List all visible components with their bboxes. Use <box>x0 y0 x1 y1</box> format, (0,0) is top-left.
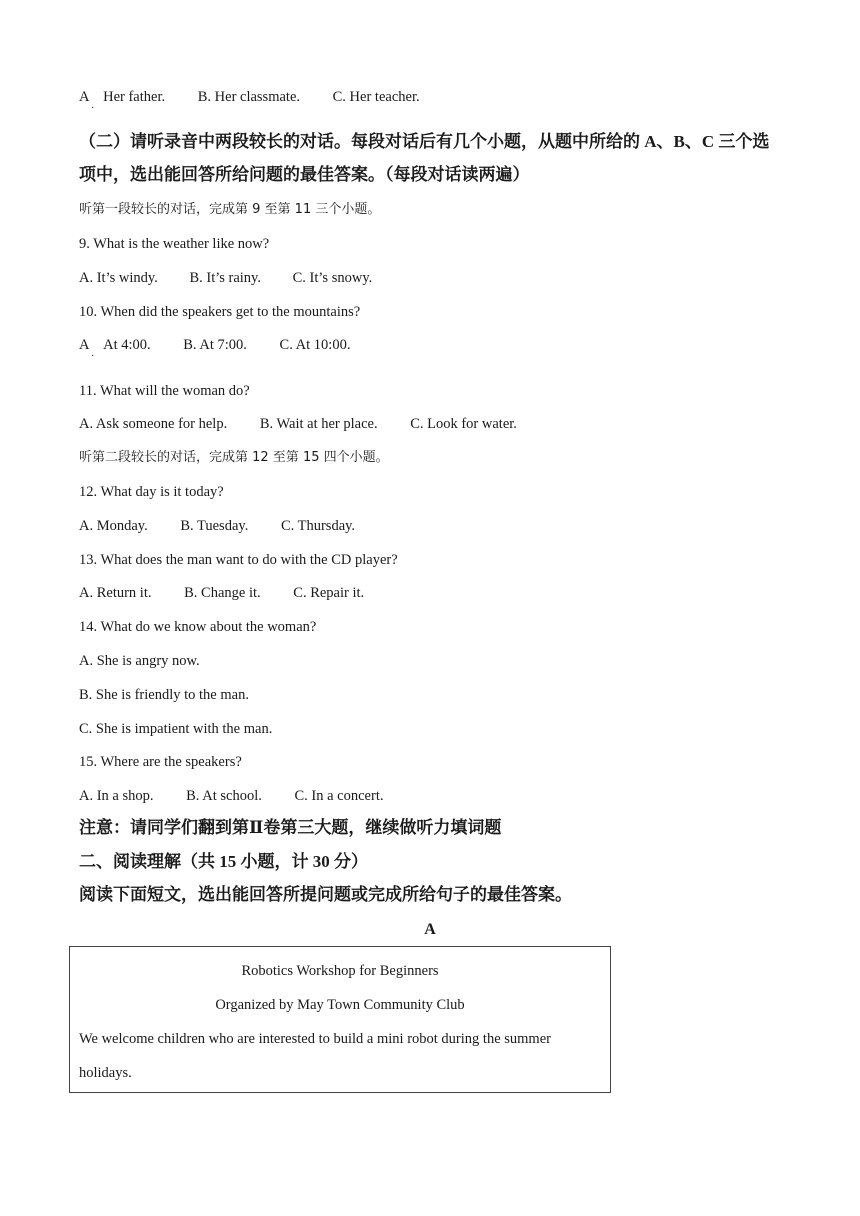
q14-question: 14. What do we know about the woman? <box>79 619 317 635</box>
q15-options <box>79 787 383 805</box>
q12-option-b: B. Tuesday. <box>180 518 249 534</box>
q12-question: 12. What day is it today? <box>79 484 224 500</box>
q10-option-b: B. At 7:00. <box>183 337 247 353</box>
q12-options <box>79 517 355 535</box>
q13-options <box>79 584 364 602</box>
q14-option-a: A. She is angry now. <box>79 653 200 669</box>
q13-option-c: C. Repair it. <box>293 585 365 601</box>
q9-option-b: B. It’s rainy. <box>189 270 261 286</box>
q8-option-b: B. Her classmate. <box>197 89 301 105</box>
dialog1-intro: 听第一段较长的对话，完成第 9 至第 11 三个小题。 <box>79 202 381 217</box>
q12-option-a: A. Monday. <box>79 518 148 534</box>
q11-option-c: C. Look for water. <box>410 416 517 432</box>
q11-option-b: B. Wait at her place. <box>259 416 378 432</box>
q8-option-a-letter: A <box>79 89 90 105</box>
part2-title: 二、阅读理解（共 15 小题，计 30 分） <box>79 852 368 871</box>
q9-options <box>79 269 372 287</box>
q10-option-a: At 4:00. <box>103 337 151 353</box>
section2-instruction-line1: （二）请听录音中两段较长的对话。每段对话后有几个小题，从题中所给的 A、B、C 三个选 <box>79 132 770 151</box>
emphasis-dot: · <box>91 103 95 114</box>
q15-question: 15. Where are the speakers? <box>79 754 242 770</box>
q11-option-a: A. Ask someone for help. <box>79 416 228 432</box>
q15-option-b: B. At school. <box>186 788 262 804</box>
q8-option-c: C. Her teacher. <box>332 89 420 105</box>
section2-instruction-line2: 项中，选出能回答所给问题的最佳答案。（每段对话读两遍） <box>79 165 530 184</box>
passage-body-line2: holidays. <box>79 1065 132 1081</box>
q12-option-c: C. Thursday. <box>280 518 356 534</box>
passage-title: Robotics Workshop for Beginners <box>241 963 439 979</box>
q15-option-c: C. In a concert. <box>294 788 384 804</box>
q8-options <box>79 88 420 106</box>
dialog2-intro: 听第二段较长的对话，完成第 12 至第 15 四个小题。 <box>79 450 389 465</box>
q10-question: 10. When did the speakers get to the mountains? <box>79 304 361 320</box>
q9-question: 9. What is the weather like now? <box>79 236 270 252</box>
q11-question: 11. What will the woman do? <box>79 383 250 399</box>
q11-options <box>79 415 517 433</box>
emphasis-dot: · <box>91 351 95 362</box>
passage-box <box>69 946 611 1093</box>
passage-body-line1: We welcome children who are interested to build a mini robot during the summer <box>79 1031 551 1047</box>
q13-question: 13. What does the man want to do with the CD player? <box>79 552 398 568</box>
q10-options <box>79 336 350 354</box>
passage-subtitle: Organized by May Town Community Club <box>215 997 465 1013</box>
q10-option-c: C. At 10:00. <box>279 337 351 353</box>
passage-label: A <box>424 921 436 938</box>
note: 注意：请同学们翻到第Ⅱ卷第三大题，继续做听力填词题 <box>79 818 502 837</box>
q15-option-a: A. In a shop. <box>79 788 154 804</box>
q13-option-b: B. Change it. <box>184 585 261 601</box>
q9-option-c: C. It’s snowy. <box>292 270 373 286</box>
q8-option-a: Her father. <box>103 89 166 105</box>
q13-option-a: A. Return it. <box>79 585 152 601</box>
part2-instruction: 阅读下面短文，选出能回答所提问题或完成所给句子的最佳答案。 <box>79 885 572 904</box>
q10-option-a-letter: A <box>79 337 90 353</box>
q14-option-c: C. She is impatient with the man. <box>79 721 273 737</box>
q14-option-b: B. She is friendly to the man. <box>79 687 249 703</box>
q9-option-a: A. It’s windy. <box>79 270 158 286</box>
